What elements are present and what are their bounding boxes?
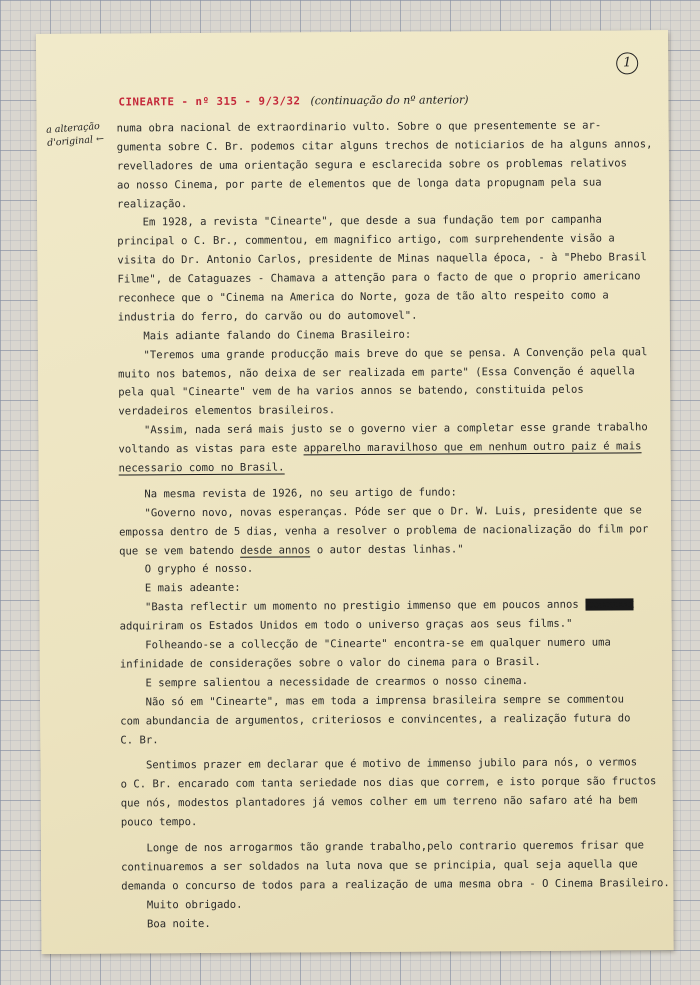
text-line: visita do Dr. Antonio Carlos, presidente de Minas naquella época, - à "Phebo Brasil	[117, 251, 647, 267]
text-line: revelladores de uma orientação segura e esclarecida sobre os problemas relativos	[116, 157, 628, 173]
text-line: pouco tempo.	[120, 816, 198, 829]
text-line: pela qual "Cinearte" vem de ha varios annos se batendo, constituida pelos	[118, 384, 584, 399]
text-line: Em 1928, a revista "Cinearte", que desde a sua fundação tem por campanha	[117, 213, 602, 229]
struck-out-text: xxxxxxxxx	[585, 598, 634, 611]
text-line: empossa dentro de 5 dias, venha a resolver o problema de nacionalização do film por	[119, 522, 649, 539]
text-line: principal o C. Br., commentou, em magnifico artigo, com surprehendente visão a	[117, 232, 615, 248]
text-line: E mais adeante:	[119, 582, 241, 595]
text-line: Não só em "Cinearte", mas em toda a imprensa brasileira sempre se commentou	[120, 693, 624, 709]
text-line: ao nosso Cinema, por parte de elementos que de longa data propugnam pela sua	[116, 176, 602, 192]
document-title: CINEARTE - nº 315 - 9/3/32	[118, 94, 301, 109]
text-line: demanda o concurso de todos para a realização de uma mesma obra - O Cinema Brasileiro.	[121, 876, 670, 893]
text-segment: voltando as vistas para este	[118, 442, 304, 456]
text-line: realização.	[117, 197, 188, 211]
text-segment: "Basta reflectir um momento no prestigio immenso que em poucos annos	[119, 598, 586, 614]
text-line: Sentimos prazer em declarar que é motivo de immenso jubilo para nós, o vermos	[120, 756, 638, 772]
text-line: reconhece que o "Cinema na America do Norte, goza de tão alto respeito como a	[117, 289, 609, 305]
text-line: "Governo novo, novas esperanças. Póde ser que o Dr. W. Luis, presidente que se	[118, 504, 642, 520]
handwritten-note: (continuação do nº anterior)	[310, 93, 469, 108]
text-line: com abundancia de argumentos, criteriosos e convincentes, a realização futura do	[120, 711, 631, 728]
typewritten-page	[36, 30, 674, 954]
text-line: adquiriram os Estados Unidos em todo o universo graças aos seus films."	[119, 617, 573, 633]
text-line: "Assim, nada será mais justo se o governo vier a completar esse grande trabalho	[118, 421, 648, 437]
text-line: o C. Br. encarado com tanta seriedade nos dias que correm, e isto porque são fructos	[120, 775, 657, 791]
text-line: gumenta sobre C. Br. podemos citar alguns trechos de noticiarios de ha alguns annos,	[116, 138, 653, 154]
text-line: Mais adiante falando do Cinema Brasileiro:	[117, 328, 412, 343]
text-segment: que se vem batendo	[119, 544, 241, 558]
underlined-text: apparelho maravilhoso que em nenhum outro paiz é mais	[303, 440, 642, 455]
text-line: C. Br.	[120, 733, 159, 746]
text-line: infinidade de considerações sobre o valor do cinema para o Brasil.	[119, 655, 541, 671]
text-line: Muito obrigado.	[121, 898, 243, 912]
text-segment: o autor destas linhas."	[310, 542, 464, 556]
text-line	[118, 437, 668, 459]
text-line: muito nos batemos, não deixa de ser realizada em parte" (Essa Convenção é aquella	[118, 364, 635, 381]
text-line: "Teremos uma grande producção mais breve do que se pensa. A Convenção pela qual	[117, 345, 648, 362]
text-line: que nós, modestos plantadores já vemos colher em um terreno não safaro até ha bem	[120, 794, 638, 810]
text-line: Boa noite.	[121, 917, 211, 931]
text-line: Folheando-se a collecção de "Cinearte" encontra-se em qualquer numero uma	[119, 636, 611, 652]
body-text	[117, 116, 672, 934]
text-line: continuaremos a ser soldados na luta nova que se principia, qual seja aquella que	[121, 858, 638, 874]
text-line: numa obra nacional de extraordinario vulto. Sobre o que presentemente se ar-	[116, 119, 602, 135]
page-number: 1	[616, 52, 638, 74]
underlined-text: necessario como no Brasil.	[118, 461, 285, 475]
underlined-text: desde annos	[240, 543, 311, 557]
text-line: O grypho é nosso.	[119, 563, 254, 576]
text-line: Filme", de Cataguazes - Chamava a attenção para o facto de que o proprio americano	[117, 270, 641, 286]
document-header	[118, 93, 468, 108]
text-line: verdadeiros elementos brasileiros.	[118, 404, 336, 418]
text-line: Longe de nos arrogarmos tão grande trabalho,pelo contrario queremos frisar que	[120, 839, 645, 855]
margin-annotation: a alteração d'original ←	[45, 120, 105, 149]
text-line: E sempre salientou a necessidade de crearmos o nosso cinema.	[119, 674, 529, 690]
text-line: Na mesma revista de 1926, no seu artigo de fundo:	[118, 486, 457, 501]
text-line	[119, 595, 669, 617]
text-line: industria do ferro, do carvão ou do automovel".	[117, 309, 418, 324]
